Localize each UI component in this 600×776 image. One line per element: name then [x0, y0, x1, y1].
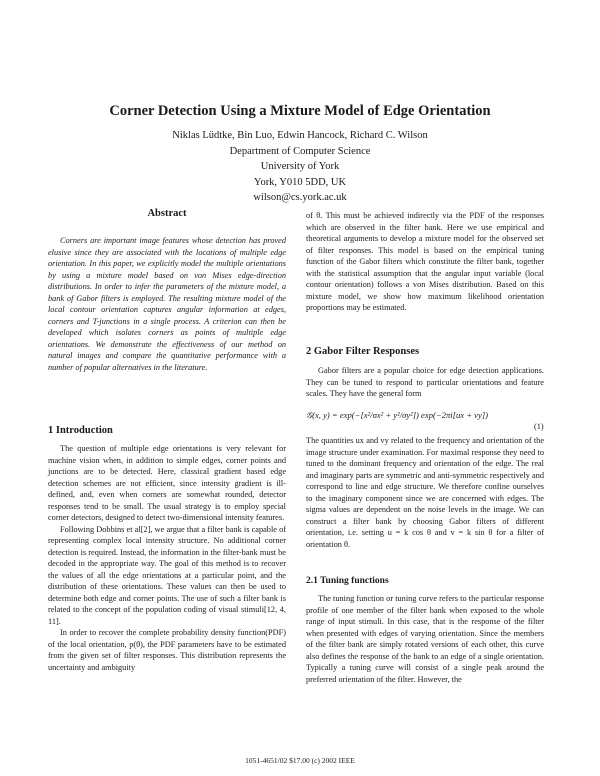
- section-2-heading: 2 Gabor Filter Responses: [306, 346, 420, 357]
- paper-title: Corner Detection Using a Mixture Model of Edge Orientation: [109, 103, 491, 119]
- section-2-1-heading: 2.1 Tuning functions: [306, 576, 389, 586]
- author-department: Department of Computer Science: [229, 145, 371, 157]
- author-block: [0, 128, 600, 206]
- intro-continuation: [306, 210, 544, 314]
- section-1-body: [48, 443, 286, 673]
- abstract-heading: Abstract: [147, 208, 187, 219]
- author-university: University of York: [260, 161, 340, 173]
- intro-paragraph-2: Following Dobbins et al[2], we argue that a filter bank is capable of representing complex local intensity structure. No additional corner detection is required. Instead, the information in the filter-bank must be decoded in the appropriate way. The goal of this method is to recover the values of all the edge orientations at a particular point, and the distribution of these orientations. These values can then be used to determine both edge and corner points. The use of such a filter bank is related to the concept of the population coding of visual stimuli[12, 4, 11].: [48, 524, 286, 626]
- intro-continuation-text: of θ. This must be achieved indirectly via the PDF of the responses which are observed in the filter bank. Here we use empirical and theoretical arguments to develop a mixture model for the observed set of filter responses. This model is based on the empirical tuning function of the Gabor filters which constitute the filter bank, together with the statistical assumption that the angular input variable (local contour orientation) follows a von Mises distribution. Based on this mixture model, we show how maximum likelihood orientation proportions may be estimated.: [306, 211, 544, 312]
- intro-paragraph-3: In order to recover the complete probability density function(PDF) of the local orientation, p(θ), the PDF parameters have to be estimated from the given set of filter responses. This distribution represents the uncertainty and ambiguity: [48, 628, 286, 672]
- abstract-text: Corners are important image features whose detection has proved elusive since they are associated with the locations of multiple edge orientation. In this paper, we explicitly model the multiple orientations by using a mixture model based on von Mises edge-direction distributions. In order to infer the parameters of the mixture model, a bank of Gabor filters is employed. The resulting mixture model of the local contour orientation captures angular information at edges, corners and T-junctions in a single process. A criterion can then be developed which isolates corners as points of multiple edge orientations. We demonstrate the effectiveness of our method on natural images and compare the quantitative performance with a number of popular alternatives in the literature.: [48, 236, 286, 372]
- tuning-paragraph-1: The tuning function or tuning curve refers to the particular response profile of one member of the filter bank when exposed to the whole range of input stimuli. In this case, that is the response of the filter when presented with edges of varying orientation. Since the members of the filter bank are simply rotated versions of each other, this curve also defines the response of the bank to an edge of a single orientation. Typically a tuning curve will consist of a single peak around the preferred orientation of the filter. However, the: [306, 594, 544, 684]
- gabor-equation: 𝒢(x, y) = exp(−[x²/σx² + y²/σy²]) exp(−2πi[ux + vy]): [306, 410, 489, 420]
- section-2-continued: [306, 435, 544, 550]
- section-2-1-body: [306, 593, 544, 685]
- author-email: wilson@cs.york.ac.uk: [253, 192, 347, 204]
- page-footer: 1051-4651/02 $17.00 (c) 2002 IEEE: [245, 756, 355, 765]
- author-city: York, Y010 5DD, UK: [253, 176, 347, 188]
- section-1-heading: 1 Introduction: [48, 425, 113, 436]
- author-names: Niklas Lüdtke, Bin Luo, Edwin Hancock, Richard C. Wilson: [172, 130, 428, 141]
- gabor-paragraph-2: The quantities ux and vy related to the frequency and orientation of the image structure under examination. For maximal response they need to tuned to the dominant frequency and orientation of the edge. The real and imaginary parts are symmetric and anti-symmetric respectively and correspond to line and edge structure. We therefore confine ourselves to the imaginary component since we are concerned with edges. The sigma values are dependent on the noise levels in the image. We can construct a filter bank by choosing Gabor filters of different orientation, i.e. setting u = k cos θ and v = k sin θ for a filter of orientation θ.: [306, 436, 544, 549]
- section-2-body: [306, 365, 544, 400]
- equation-number: (1): [534, 422, 544, 431]
- abstract-body: [48, 235, 286, 373]
- gabor-paragraph-1: Gabor filters are a popular choice for edge detection applications. They can be tuned to respond to particular orientations and feature scales. They have the general form: [306, 366, 544, 398]
- intro-paragraph-1: The question of multiple edge orientations is very relevant for machine vision when, in addition to simple edges, corner points and junctions are to be detected. Here, classical gradient based edge detection schemes are not efficient, since intensity gradient is ill-defined, and, even when corners are somewhat rounded, detector responses tend to be small. The usual strategy is to employ special corner detectors, designed to detect two-dimensional intensity features.: [48, 444, 286, 522]
